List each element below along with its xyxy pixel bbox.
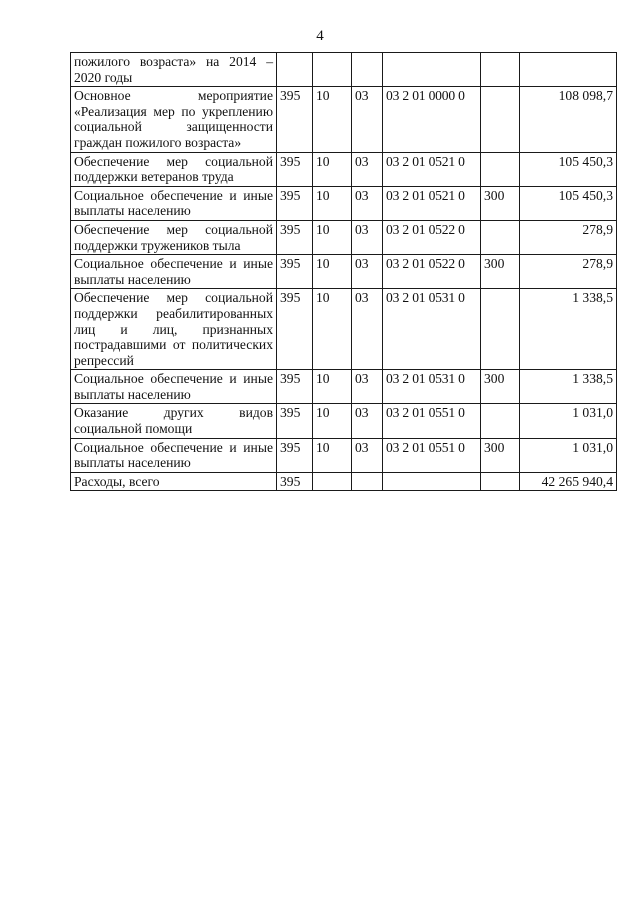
subsection-code-cell: 03: [352, 152, 383, 186]
amount-cell: 1 338,5: [520, 370, 617, 404]
expense-type-code-cell: [481, 289, 520, 370]
row-name-cell: Оказание других видов социальной помощи: [71, 404, 277, 438]
amount-cell: 105 450,3: [520, 186, 617, 220]
row-name-cell: Обеспечение мер социальной поддержки ветеранов труда: [71, 152, 277, 186]
grbs-code-cell: 395: [277, 472, 313, 491]
table-row: [71, 152, 617, 186]
table-row: [71, 404, 617, 438]
amount-cell: 108 098,7: [520, 87, 617, 152]
amount-cell: 278,9: [520, 220, 617, 254]
table-row: [71, 289, 617, 370]
table-row: [71, 87, 617, 152]
subsection-code-cell: 03: [352, 438, 383, 472]
table-row: [71, 220, 617, 254]
amount-cell: 1 031,0: [520, 404, 617, 438]
target-article-code-cell: 03 2 01 0551 0: [383, 438, 481, 472]
grbs-code-cell: 395: [277, 220, 313, 254]
table-row: [71, 370, 617, 404]
subsection-code-cell: 03: [352, 404, 383, 438]
row-name-cell: Социальное обеспечение и иные выплаты населению: [71, 186, 277, 220]
expense-type-code-cell: 300: [481, 370, 520, 404]
subsection-code-cell: 03: [352, 289, 383, 370]
row-name-cell: Социальное обеспечение и иные выплаты населению: [71, 255, 277, 289]
amount-cell: [520, 53, 617, 87]
amount-cell: 1 031,0: [520, 438, 617, 472]
row-name-cell: Социальное обеспечение и иные выплаты населению: [71, 438, 277, 472]
grbs-code-cell: 395: [277, 370, 313, 404]
amount-cell: 105 450,3: [520, 152, 617, 186]
target-article-code-cell: 03 2 01 0000 0: [383, 87, 481, 152]
row-name-cell: Обеспечение мер социальной поддержки реабилитированных лиц и лиц, признанных пострадавшими от политических репрессий: [71, 289, 277, 370]
grbs-code-cell: 395: [277, 186, 313, 220]
target-article-code-cell: 03 2 01 0531 0: [383, 370, 481, 404]
section-code-cell: 10: [313, 404, 352, 438]
section-code-cell: 10: [313, 152, 352, 186]
target-article-code-cell: 03 2 01 0521 0: [383, 152, 481, 186]
budget-table: [70, 52, 617, 491]
section-code-cell: 10: [313, 289, 352, 370]
target-article-code-cell: 03 2 01 0522 0: [383, 220, 481, 254]
subsection-code-cell: 03: [352, 87, 383, 152]
section-code-cell: 10: [313, 255, 352, 289]
target-article-code-cell: 03 2 01 0522 0: [383, 255, 481, 289]
page-number: 4: [316, 28, 324, 44]
grbs-code-cell: [277, 53, 313, 87]
section-code-cell: 10: [313, 220, 352, 254]
expense-type-code-cell: 300: [481, 186, 520, 220]
target-article-code-cell: 03 2 01 0521 0: [383, 186, 481, 220]
target-article-code-cell: [383, 53, 481, 87]
expense-type-code-cell: [481, 87, 520, 152]
section-code-cell: [313, 53, 352, 87]
grbs-code-cell: 395: [277, 404, 313, 438]
table-row: [71, 438, 617, 472]
grbs-code-cell: 395: [277, 255, 313, 289]
table-row: [71, 53, 617, 87]
section-code-cell: 10: [313, 370, 352, 404]
amount-cell: 42 265 940,4: [520, 472, 617, 491]
subsection-code-cell: [352, 472, 383, 491]
section-code-cell: 10: [313, 87, 352, 152]
expense-type-code-cell: [481, 220, 520, 254]
row-name-cell: пожилого возраста» на 2014 – 2020 годы: [71, 53, 277, 87]
row-name-cell: Расходы, всего: [71, 472, 277, 491]
target-article-code-cell: 03 2 01 0531 0: [383, 289, 481, 370]
row-name-cell: Обеспечение мер социальной поддержки тружеников тыла: [71, 220, 277, 254]
grbs-code-cell: 395: [277, 87, 313, 152]
subsection-code-cell: 03: [352, 186, 383, 220]
row-name-cell: Основное мероприятие «Реализация мер по укреплению социальной защищенности граждан пожилого возраста»: [71, 87, 277, 152]
expense-type-code-cell: [481, 53, 520, 87]
grbs-code-cell: 395: [277, 438, 313, 472]
target-article-code-cell: [383, 472, 481, 491]
expense-type-code-cell: [481, 404, 520, 438]
table-row: [71, 255, 617, 289]
subsection-code-cell: 03: [352, 370, 383, 404]
grbs-code-cell: 395: [277, 289, 313, 370]
target-article-code-cell: 03 2 01 0551 0: [383, 404, 481, 438]
subsection-code-cell: 03: [352, 220, 383, 254]
table-body: [71, 53, 617, 491]
table-row: [71, 186, 617, 220]
expense-type-code-cell: [481, 472, 520, 491]
expense-type-code-cell: 300: [481, 438, 520, 472]
expense-type-code-cell: [481, 152, 520, 186]
section-code-cell: 10: [313, 186, 352, 220]
amount-cell: 278,9: [520, 255, 617, 289]
expense-type-code-cell: 300: [481, 255, 520, 289]
subsection-code-cell: [352, 53, 383, 87]
row-name-cell: Социальное обеспечение и иные выплаты населению: [71, 370, 277, 404]
section-code-cell: [313, 472, 352, 491]
amount-cell: 1 338,5: [520, 289, 617, 370]
section-code-cell: 10: [313, 438, 352, 472]
table-row: [71, 472, 617, 491]
subsection-code-cell: 03: [352, 255, 383, 289]
grbs-code-cell: 395: [277, 152, 313, 186]
